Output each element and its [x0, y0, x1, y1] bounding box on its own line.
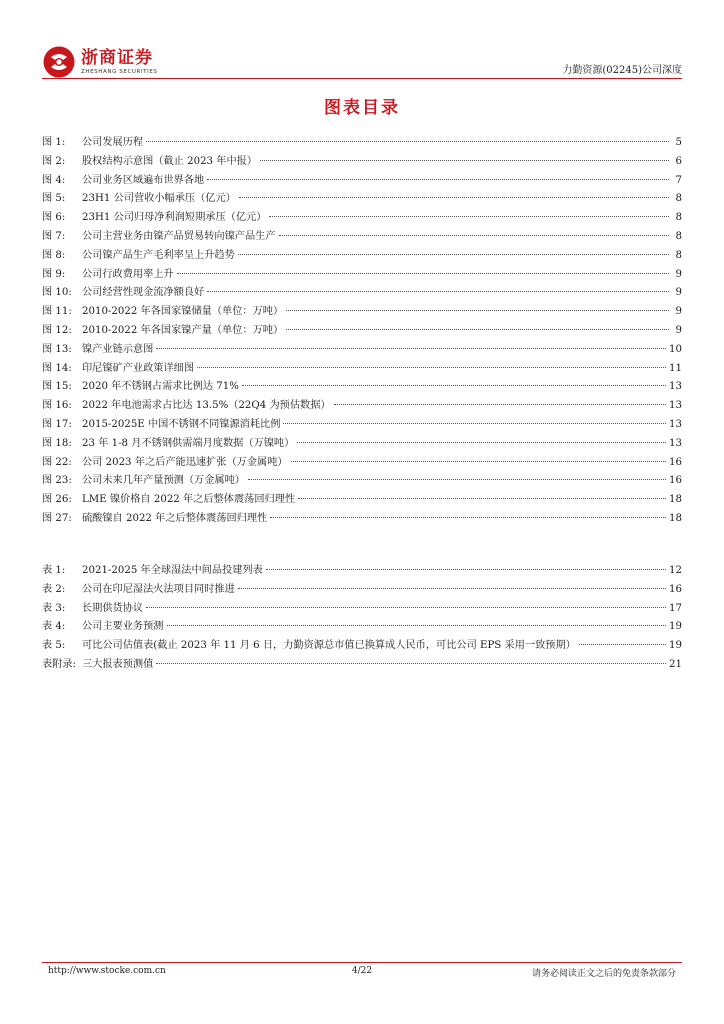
toc-entry-page: 19: [669, 640, 682, 652]
toc-entry[interactable]: [42, 416, 682, 435]
toc-entry-title: 2010-2022 年各国家镍产量（单位：万吨）: [82, 324, 284, 336]
toc-entry-page: 10: [669, 343, 682, 355]
toc-entry-page: 21: [669, 658, 682, 670]
toc-entry-title: 2020 年不锈钢占需求比例达 71%: [82, 381, 239, 393]
toc-entry[interactable]: [42, 656, 682, 675]
toc-entry[interactable]: [42, 637, 682, 656]
toc-entry-title: 公司行政费用率上升: [82, 268, 174, 280]
toc-dot-leader: [286, 329, 669, 330]
toc-entry[interactable]: [42, 378, 682, 397]
toc-entry-title: 公司主要业务预测: [82, 621, 164, 633]
toc-dot-leader: [177, 273, 669, 274]
company-logo: [42, 45, 158, 79]
toc-entry-label: 图 17:: [42, 418, 72, 430]
toc-entry-page: 17: [669, 602, 682, 614]
footer-url[interactable]: http://www.stocke.com.cn: [48, 966, 166, 976]
toc-entry-page: 7: [675, 174, 682, 186]
toc-entry-title: 公司主营业务由镍产品贸易转向镍产品生产: [82, 230, 276, 242]
footer-disclaimer: 请务必阅读正文之后的免责条款部分: [531, 969, 676, 979]
logo-cn: 浙商证券: [81, 47, 153, 68]
toc-entry-title: 2022 年电池需求占比达 13.5%（22Q4 为预估数据）: [82, 400, 331, 412]
toc-entry[interactable]: [42, 247, 682, 266]
toc-dot-leader: [167, 625, 667, 626]
toc-entry[interactable]: [42, 153, 682, 172]
toc-entry-title: 2010-2022 年各国家镍储量（单位：万吨）: [82, 306, 284, 318]
toc-entry-title: 镍产业链示意图: [82, 343, 154, 355]
toc-entry-label: 图 13:: [42, 343, 72, 355]
toc-dot-leader: [269, 216, 669, 217]
toc-entry-label: 图 8:: [42, 249, 66, 261]
toc-entry[interactable]: [42, 454, 682, 473]
toc-entry-page: 12: [669, 565, 682, 576]
toc-entry[interactable]: [42, 581, 682, 600]
toc-entry-label: 图 9:: [42, 268, 66, 280]
toc-entry-page: 13: [669, 381, 682, 393]
toc-dot-leader: [156, 348, 666, 349]
toc-entry[interactable]: [42, 228, 682, 247]
toc-entry-title: 长期供货协议: [82, 602, 144, 614]
toc-entry[interactable]: [42, 618, 682, 637]
toc-entry-label: 图 4:: [42, 174, 66, 186]
toc-entry-label: 图 23:: [42, 475, 72, 487]
toc-entry-page: 8: [675, 193, 682, 205]
toc-dot-leader: [238, 588, 666, 589]
toc-entry-title: 公司经营性现金流净额良好: [82, 287, 205, 299]
toc-dot-leader: [266, 569, 666, 570]
toc-entry-page: 18: [669, 512, 682, 524]
toc-entry-title: 2015-2025E 中国不锈钢不同镍源消耗比例: [82, 418, 281, 430]
toc-entry[interactable]: [42, 491, 682, 510]
toc-entry-page: 19: [669, 621, 682, 633]
toc-entry-label: 图 14:: [42, 362, 72, 374]
footer-divider: [42, 962, 682, 963]
toc-entry-label: 图 26:: [42, 494, 72, 506]
toc-entry-label: 图 10:: [42, 287, 72, 299]
toc-entry-title: 23H1 公司营收小幅承压（亿元）: [82, 193, 236, 205]
toc-dot-leader: [579, 644, 666, 645]
header-divider: [42, 78, 682, 79]
toc-entry-page: 6: [675, 155, 682, 167]
toc-entry-label: 表附录:: [42, 658, 76, 670]
toc-dot-leader: [146, 141, 669, 142]
toc-entry[interactable]: [42, 190, 682, 209]
toc-entry-title: 2021-2025 年全球湿法中间品投建列表: [82, 565, 263, 576]
toc-entry-label: 图 5:: [42, 193, 66, 205]
toc-entry-label: 表 2:: [42, 583, 66, 595]
toc-entry-page: 18: [669, 494, 682, 506]
toc-dot-leader: [283, 423, 666, 424]
page-number: 4/22: [351, 966, 373, 976]
toc-entry-title: 23H1 公司归母净利润短期承压（亿元）: [82, 212, 267, 224]
toc-dot-leader: [291, 461, 666, 462]
toc-dot-leader: [248, 479, 666, 480]
toc-entry-page: 13: [669, 437, 682, 449]
toc-entry-label: 图 6:: [42, 212, 66, 224]
toc-entry-title: 印尼镍矿产业政策详细图: [82, 362, 195, 374]
toc-entry-title: 硫酸镍自 2022 年之后整体震荡回归理性: [82, 512, 268, 524]
toc-entry[interactable]: [42, 266, 682, 285]
toc-entry-page: 9: [675, 306, 682, 318]
toc-entry-label: 表 5:: [42, 640, 66, 652]
toc-dot-leader: [156, 663, 666, 664]
toc-entry[interactable]: [42, 341, 682, 360]
toc-entry-label: 图 15:: [42, 381, 72, 393]
toc-entry-page: 9: [675, 287, 682, 299]
toc-entry[interactable]: [42, 600, 682, 619]
toc-dot-leader: [239, 197, 669, 198]
toc-dot-leader: [260, 160, 669, 161]
toc-dot-leader: [238, 254, 669, 255]
toc-entry-label: 图 7:: [42, 230, 66, 242]
toc-entry-label: 图 18:: [42, 437, 72, 449]
toc-entry-title: 可比公司估值表(截止 2023 年 11 月 6 日，力勤资源总市值已换算成人民币，可比公司 EPS 采用一致预期）: [82, 640, 576, 652]
page-title: 图表目录: [324, 98, 400, 118]
toc-entry[interactable]: [42, 209, 682, 228]
logo-en: ZHESHANG SECURITIES: [81, 68, 158, 75]
toc-entry[interactable]: [42, 562, 682, 581]
toc-entry-page: 8: [675, 249, 682, 261]
document-reference: 力勤资源(02245)公司深度: [562, 65, 682, 76]
toc-dot-leader: [298, 498, 666, 499]
toc-entry-page: 8: [675, 230, 682, 242]
zheshang-logo-icon: [42, 45, 76, 79]
toc-entry-page: 9: [675, 268, 682, 280]
toc-entry[interactable]: [42, 322, 682, 341]
toc-entry-title: 公司镍产品生产毛利率呈上升趋势: [82, 249, 235, 261]
toc-entry-title: 三大报表预测值: [82, 658, 154, 670]
toc-dot-leader: [334, 404, 666, 405]
toc-entry-label: 图 1:: [42, 137, 66, 148]
toc-entry-label: 表 4:: [42, 621, 66, 633]
toc-dot-leader: [197, 367, 666, 368]
toc-entry-label: 表 1:: [42, 565, 66, 576]
toc-entry[interactable]: [42, 435, 682, 454]
toc-entry-title: 公司业务区域遍布世界各地: [82, 174, 205, 186]
toc-entry-title: 公司发展历程: [82, 137, 144, 148]
toc-entry-page: 16: [669, 583, 682, 595]
toc-entry-page: 5: [675, 137, 682, 148]
toc-entry-title: 23 年 1-8 月不锈钢供需端月度数据（万镍吨）: [82, 437, 295, 449]
toc-dot-leader: [286, 310, 669, 311]
toc-entry-title: LME 镍价格自 2022 年之后整体震荡回归理性: [82, 494, 296, 506]
toc-entry[interactable]: [42, 284, 682, 303]
toc-entry-page: 13: [669, 418, 682, 430]
toc-entry[interactable]: [42, 510, 682, 529]
toc-entry[interactable]: [42, 172, 682, 191]
toc-entry[interactable]: [42, 360, 682, 379]
toc-entry-label: 表 3:: [42, 602, 66, 614]
toc-entry[interactable]: [42, 472, 682, 491]
toc-entry-page: 16: [669, 456, 682, 468]
logo-text: [81, 49, 158, 76]
toc-entry[interactable]: [42, 134, 682, 153]
toc-entry[interactable]: [42, 397, 682, 416]
toc-dot-leader: [270, 517, 666, 518]
toc-entry-label: 图 12:: [42, 324, 72, 336]
toc-entry-label: 图 11:: [42, 306, 72, 318]
toc-entry-page: 11: [669, 362, 682, 374]
toc-dot-leader: [242, 385, 666, 386]
toc-entry-label: 图 2:: [42, 155, 66, 167]
toc-dot-leader: [207, 291, 669, 292]
toc-entry-label: 图 27:: [42, 512, 72, 524]
toc-entry-label: 图 22:: [42, 456, 72, 468]
figure-list: [42, 134, 682, 529]
toc-dot-leader: [207, 179, 669, 180]
toc-entry[interactable]: [42, 303, 682, 322]
table-list: [42, 562, 682, 675]
toc-entry-title: 公司未来几年产量预测（万金属吨）: [82, 475, 245, 487]
toc-dot-leader: [279, 235, 669, 236]
toc-entry-title: 公司 2023 年之后产能迅速扩张（万金属吨）: [82, 456, 288, 468]
toc-entry-label: 图 16:: [42, 400, 72, 412]
toc-entry-page: 16: [669, 475, 682, 487]
toc-entry-page: 8: [675, 212, 682, 224]
toc-entry-page: 9: [675, 324, 682, 336]
toc-entry-title: 公司在印尼湿法火法项目同时推进: [82, 583, 235, 595]
toc-dot-leader: [297, 442, 666, 443]
toc-entry-title: 股权结构示意图（截止 2023 年中报）: [82, 155, 258, 167]
toc-entry-page: 13: [669, 400, 682, 412]
toc-dot-leader: [146, 607, 666, 608]
